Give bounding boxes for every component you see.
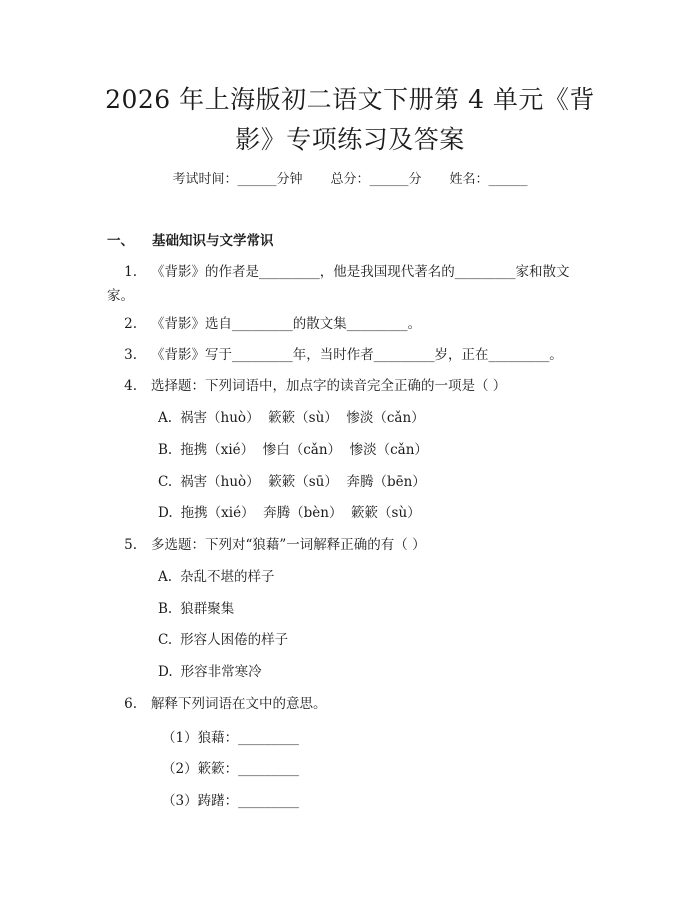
- option-letter: C.: [158, 474, 173, 490]
- option-letter: B.: [158, 442, 173, 458]
- option-letter: D.: [158, 505, 173, 521]
- question-3: [107, 343, 593, 367]
- option-letter: C.: [158, 632, 173, 648]
- question-6: [107, 692, 593, 716]
- option-5b[interactable]: [158, 599, 234, 619]
- question-text: 《背影》选自_________的散文集_________。: [151, 316, 421, 332]
- definition-item-1: （1）狼藉：_________: [162, 730, 299, 746]
- section-title: 基础知识与文学常识: [152, 233, 274, 249]
- question-text: 解释下列词语在文中的意思。: [151, 696, 327, 712]
- question-text: 多选题：下列对“狼藉”一词解释正确的有（ ）: [151, 537, 426, 553]
- section-number: 一、: [107, 233, 134, 249]
- question-number: 4.: [124, 378, 137, 394]
- option-5c[interactable]: [158, 630, 288, 650]
- option-4d[interactable]: [158, 503, 421, 523]
- question-1: [107, 260, 593, 308]
- question-number: 6.: [124, 696, 137, 712]
- question-text: 《背影》写于_________年，当时作者_________岁，正在_________。: [151, 347, 563, 363]
- option-4b[interactable]: [158, 440, 428, 460]
- option-4a[interactable]: [158, 408, 425, 428]
- question-5: [107, 533, 593, 557]
- option-text: 形容非常寒冷: [180, 664, 262, 680]
- option-letter: D.: [158, 664, 173, 680]
- option-letter: A.: [158, 410, 173, 426]
- exam-score: 总分：______分: [330, 172, 422, 187]
- option-text: 形容人困倦的样子: [180, 632, 289, 648]
- question-number: 1.: [124, 264, 137, 280]
- exam-name: 姓名：______: [449, 172, 528, 187]
- option-5d[interactable]: [158, 662, 262, 682]
- option-text: 杂乱不堪的样子: [180, 569, 275, 585]
- question-2: [107, 312, 593, 336]
- section-heading: [107, 229, 274, 249]
- document-title: 2026 年上海版初二语文下册第 4 单元《背影》专项练习及答案: [105, 85, 595, 154]
- question-number: 2.: [124, 316, 137, 332]
- option-5a[interactable]: [158, 567, 275, 587]
- option-text: 拖携（xié） 奔腾（bèn） 簌簌（sù）: [180, 505, 421, 521]
- exam-meta: [0, 168, 700, 187]
- option-letter: A.: [158, 569, 173, 585]
- question-text: 《背影》的作者是_________，他是我国现代著名的_________家和散文家。: [107, 264, 570, 304]
- option-text: 狼群聚集: [180, 601, 235, 617]
- exam-time: 考试时间：______分钟: [172, 172, 303, 187]
- question-text: 选择题：下列词语中，加点字的读音完全正确的一项是（ ）: [151, 378, 507, 394]
- option-text: 祸害（huò） 簌簌（sù） 惨淡（cǎn）: [180, 410, 425, 426]
- option-letter: B.: [158, 601, 173, 617]
- option-text: 拖携（xié） 惨白（cǎn） 惨淡（cǎn）: [180, 442, 428, 458]
- question-4: [107, 374, 593, 398]
- option-4c[interactable]: [158, 472, 426, 492]
- definition-item-3: （3）踌躇：_________: [162, 793, 299, 809]
- definition-item-2: （2）簌簌：_________: [162, 761, 299, 777]
- question-number: 5.: [124, 537, 137, 553]
- option-text: 祸害（huò） 簌簌（sū） 奔腾（bēn）: [180, 474, 426, 490]
- question-number: 3.: [124, 347, 137, 363]
